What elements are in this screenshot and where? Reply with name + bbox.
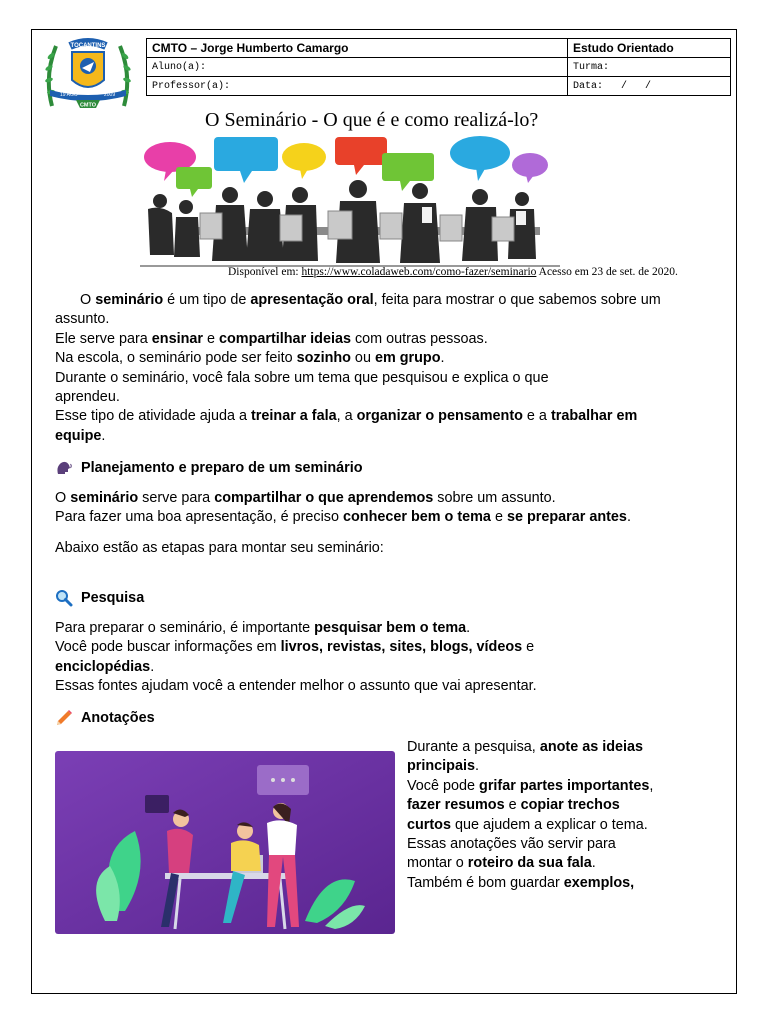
section3-s4: Também é bom guardar exemplos, [407, 874, 635, 891]
section3-s1: Durante a pesquisa, anote as ideias principais. [407, 739, 643, 775]
teacher-field[interactable]: Professor(a): [147, 77, 568, 96]
caption-link[interactable]: https://www.coladaweb.com/como-fazer/seminario [301, 266, 537, 278]
student-field[interactable]: Aluno(a): [147, 58, 568, 77]
school-logo [42, 36, 134, 112]
section3-s2: Você pode grifar partes importantes, fazer resumos e copiar trechos curtos que ajudem a explicar o tema. [407, 777, 654, 833]
svg-text:CMTO: CMTO [79, 102, 97, 109]
study-group-illustration [55, 751, 395, 934]
section-pesquisa-heading [55, 589, 144, 607]
subject-name: Estudo Orientado [568, 39, 731, 58]
section2-text [55, 619, 665, 697]
svg-text:2009: 2009 [104, 92, 116, 98]
section2-p3: Essas fontes ajudam você a entender melhor o assunto que vai apresentar. [55, 678, 537, 695]
pencil-icon [55, 709, 73, 727]
intro-text [55, 291, 665, 446]
caption-suffix: Acesso em 23 de set. de 2020. [536, 266, 678, 278]
intro-line-1: O seminário é um tipo de apresentação oral, feita para mostrar o que sabemos sobre um assunto. [55, 292, 661, 328]
section-planejamento-heading [55, 459, 363, 477]
seminar-banner-image [140, 135, 560, 267]
intro-line-2: Ele serve para ensinar e compartilhar ideias com outras pessoas. [55, 330, 488, 347]
section3-text [407, 738, 662, 893]
section1-text [55, 489, 665, 558]
section1-p3: Abaixo estão as etapas para montar seu seminário: [55, 539, 384, 556]
speaking-head-icon [55, 459, 73, 477]
header-table [146, 38, 731, 96]
magnifier-icon [55, 589, 73, 607]
section2-p2: Você pode buscar informações em livros, revistas, sites, blogs, vídeos e enciclopédias. [55, 639, 535, 675]
section3-title: Anotações [81, 710, 155, 726]
intro-line-3: Na escola, o seminário pode ser feito sozinho ou em grupo. [55, 350, 445, 367]
date-field[interactable]: Data: / / [568, 77, 731, 96]
intro-line-4: Durante o seminário, você fala sobre um tema que pesquisou e explica o que aprendeu. [55, 369, 549, 406]
school-name: CMTO – Jorge Humberto Camargo [147, 39, 568, 58]
class-field[interactable]: Turma: [568, 58, 731, 77]
caption-prefix: Disponível em: [228, 266, 302, 278]
section1-title: Planejamento e preparo de um seminário [81, 460, 363, 476]
section1-p2: Para fazer uma boa apresentação, é preciso conhecer bem o tema e se preparar antes. [55, 509, 631, 526]
section3-s3: Essas anotações vão servir para montar o roteiro da sua fala. [407, 836, 616, 872]
svg-text:19 AGO: 19 AGO [60, 92, 78, 98]
speech-bubbles [144, 136, 548, 197]
image-caption [228, 266, 678, 278]
banner-title: O Seminário - O que é e como realizá-lo? [205, 109, 539, 131]
intro-line-5: Esse tipo de atividade ajuda a treinar a fala, a organizar o pensamento e a trabalhar em equipe. [55, 408, 638, 444]
section1-p1: O seminário serve para compartilhar o que aprendemos sobre um assunto. [55, 490, 556, 506]
section2-p1: Para preparar o seminário, é importante pesquisar bem o tema. [55, 620, 471, 636]
section-anotacoes-heading [55, 709, 155, 727]
svg-text:TOCANTINS: TOCANTINS [70, 43, 106, 49]
section2-title: Pesquisa [81, 590, 145, 606]
